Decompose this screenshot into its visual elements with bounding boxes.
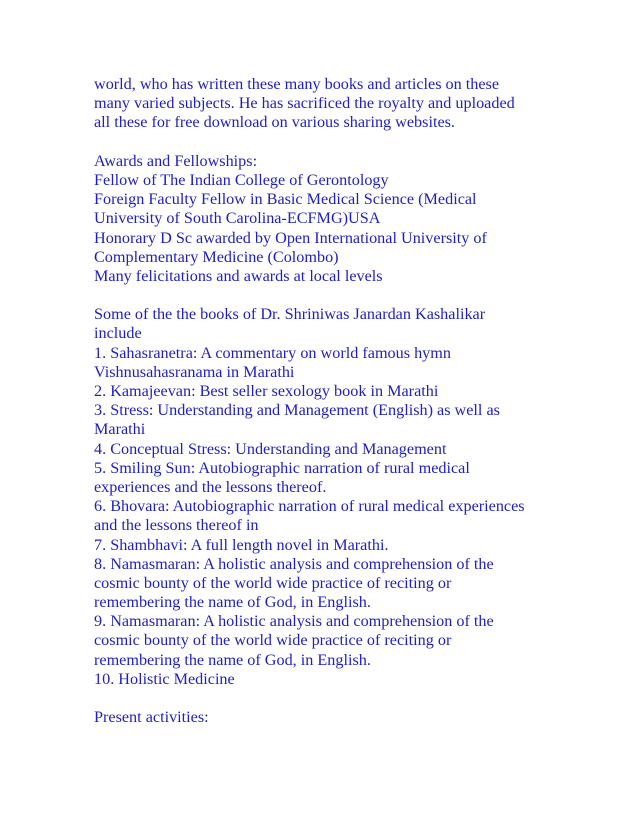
book-line: 8. Namasmaran: A holistic analysis and comprehension of the [94,554,494,573]
awards-heading: Awards and Fellowships: [94,151,258,170]
book-line: and the lessons thereof in [94,516,259,535]
book-line: cosmic bounty of the world wide practice of reciting or [94,573,452,592]
intro-line: many varied subjects. He has sacrificed the royalty and uploaded [94,94,515,113]
books-heading: Some of the the books of Dr. Shriniwas Janardan Kashalikar [94,305,486,324]
intro-line: world, who has written these many books and articles on these [94,75,500,93]
book-line: 9. Namasmaran: A holistic analysis and comprehension of the [94,612,494,631]
book-line: 5. Smiling Sun: Autobiographic narration of rural medical [94,458,470,477]
awards-line: University of South Carolina-ECFMG)USA [94,209,381,228]
document-page [94,75,614,727]
books-heading: include [94,324,142,343]
present-heading: Present activities: [94,708,209,727]
book-line: 6. Bhovara: Autobiographic narration of rural medical experiences [94,497,525,516]
book-line: remembering the name of God, in English. [94,593,371,612]
awards-line: Foreign Faculty Fellow in Basic Medical Science (Medical [94,190,477,209]
book-line: 1. Sahasranetra: A commentary on world famous hymn [94,343,451,362]
awards-line: Complementary Medicine (Colombo) [94,247,339,266]
book-line: experiences and the lessons thereof. [94,477,327,496]
book-line: remembering the name of God, in English. [94,650,371,669]
book-line: Marathi [94,420,146,439]
intro-paragraph [94,75,614,133]
awards-line: Many felicitations and awards at local levels [94,266,383,285]
intro-line: all these for free download on various sharing websites. [94,113,455,132]
book-line: 7. Shambhavi: A full length novel in Marathi. [94,535,389,554]
awards-line: Honorary D Sc awarded by Open International University of [94,228,487,247]
book-line: 2. Kamajeevan: Best seller sexology book in Marathi [94,382,439,400]
paragraph-gap [94,689,614,708]
present-section [94,708,614,727]
book-line: 4. Conceptual Stress: Understanding and Management [94,439,447,458]
book-line: 10. Holistic Medicine [94,669,235,688]
book-line: 3. Stress: Understanding and Management (English) as well as [94,401,500,420]
book-line: cosmic bounty of the world wide practice of reciting or [94,631,452,650]
paragraph-gap [94,286,614,305]
awards-line: Fellow of The Indian College of Gerontology [94,170,389,189]
book-line: Vishnusahasranama in Marathi [94,362,295,381]
awards-section [94,152,614,286]
paragraph-gap [94,133,614,152]
books-section [94,305,614,689]
